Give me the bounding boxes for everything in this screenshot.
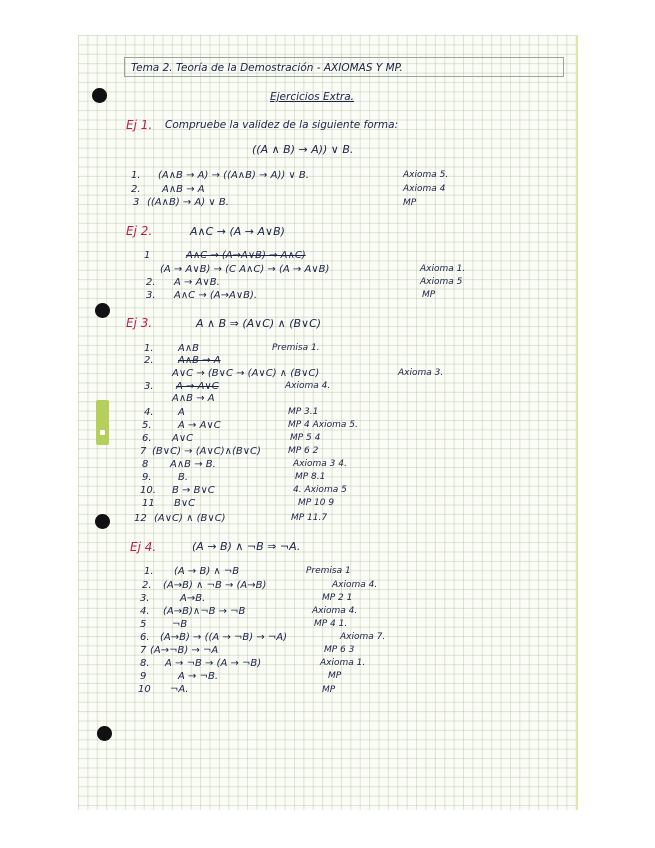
step-justification: MP 5 4 xyxy=(290,433,321,443)
step-number: 7 xyxy=(140,645,147,656)
step-number: 3 xyxy=(133,197,140,208)
step-formula: (B∨C) → (A∨C)∧(B∨C) xyxy=(152,446,261,457)
step-formula: ¬A. xyxy=(170,684,189,695)
step-number: 5. xyxy=(142,420,152,431)
step-formula: ((A∧B) → A) ∨ B. xyxy=(147,197,229,208)
step-justification: Axioma 1. xyxy=(320,658,366,668)
step-justification: MP 2 1 xyxy=(322,593,353,603)
step-formula: A∧B xyxy=(178,343,200,354)
step-number: 5 xyxy=(140,619,147,630)
step-number: 11 xyxy=(142,498,155,509)
step-justification: Axioma 4 xyxy=(403,184,446,194)
step-number: 3. xyxy=(146,290,156,301)
page-subtitle: Ejercicios Extra. xyxy=(270,91,354,103)
step-formula: (A → A∨B) → (C A∧C) → (A → A∨B) xyxy=(160,264,330,275)
step-justification: MP 6 2 xyxy=(288,446,319,456)
step-formula: A∧B → A xyxy=(162,184,205,195)
step-formula: A → A∨B. xyxy=(174,277,220,288)
step-formula: (A→B)∧¬B → ¬B xyxy=(163,606,246,617)
step-formula: A xyxy=(178,407,185,418)
step-number: 12 xyxy=(134,513,147,524)
step-number: 1. xyxy=(144,343,154,354)
step-formula: A∧C → (A→A∨B). xyxy=(174,290,258,301)
step-formula: A∧B → A xyxy=(172,393,215,404)
step-justification: MP 3.1 xyxy=(288,407,319,417)
step-justification: MP 4 1. xyxy=(314,619,348,629)
step-formula: A→B. xyxy=(180,593,206,604)
step-number: 10 xyxy=(138,684,151,695)
step-formula: A∨C → (B∨C → (A∨C) ∧ (B∨C) xyxy=(172,368,320,379)
step-justification: Premisa 1. xyxy=(272,343,320,353)
exercise-1-label: Ej 1. xyxy=(126,118,153,132)
binder-hole xyxy=(95,514,110,529)
step-formula-struck: A∧C → (A→A∨B) → A∧C) xyxy=(186,250,306,261)
step-justification: MP xyxy=(328,671,342,681)
step-number: 2. xyxy=(144,355,154,366)
step-justification: Axioma 4. xyxy=(332,580,378,590)
step-formula: B∨C xyxy=(174,498,196,509)
step-number: 3. xyxy=(144,381,154,392)
step-formula: A∨C xyxy=(172,433,194,444)
step-number: 10. xyxy=(140,485,156,496)
step-justification: Axioma 4. xyxy=(285,381,331,391)
step-number: 4. xyxy=(144,407,154,418)
step-number: 2. xyxy=(142,580,152,591)
step-formula: (A→B) → ((A → ¬B) → ¬A) xyxy=(160,632,287,643)
step-justification: Axioma 5 xyxy=(420,277,463,287)
step-justification: Premisa 1 xyxy=(306,566,351,576)
step-justification: MP 6 3 xyxy=(324,645,355,655)
step-justification: MP 8.1 xyxy=(295,472,326,482)
step-number: 9 xyxy=(140,671,147,682)
step-number: 2. xyxy=(146,277,156,288)
binder-hole xyxy=(97,726,112,741)
exercise-1-formula: ((A ∧ B) → A)) ∨ B. xyxy=(252,143,354,156)
step-number: 8. xyxy=(140,658,150,669)
step-formula: (A→B) ∧ ¬B → (A→B) xyxy=(163,580,267,591)
step-formula: A∧B → B. xyxy=(170,459,216,470)
exercise-4-formula: (A → B) ∧ ¬B ⇒ ¬A. xyxy=(192,540,301,553)
step-formula: (A∨C) ∧ (B∨C) xyxy=(154,513,226,524)
step-justification: MP xyxy=(422,290,436,300)
binder-hole xyxy=(92,88,107,103)
exercise-1-prompt: Compruebe la validez de la siguiente forma: xyxy=(165,119,399,131)
binder-hole xyxy=(95,303,110,318)
step-formula-struck: A → A∨C xyxy=(176,381,219,392)
step-justification: MP 4 Axioma 5. xyxy=(288,420,358,430)
exercise-2-formula: A∧C → (A → A∨B) xyxy=(190,225,285,238)
step-formula: ¬B xyxy=(172,619,188,630)
step-number: 6. xyxy=(142,433,152,444)
step-number: 6. xyxy=(140,632,150,643)
step-formula: A → A∨C xyxy=(178,420,221,431)
exercise-2-label: Ej 2. xyxy=(126,224,153,238)
step-justification: 4. Axioma 5 xyxy=(293,485,347,495)
step-formula: B → B∨C xyxy=(172,485,215,496)
step-justification: Axioma 3 4. xyxy=(293,459,347,469)
step-formula: (A→¬B) → ¬A xyxy=(150,645,219,656)
step-formula: A → ¬B → (A → ¬B) xyxy=(165,658,262,669)
step-justification: Axioma 1. xyxy=(420,264,466,274)
step-justification: MP xyxy=(322,685,336,695)
step-number: 9. xyxy=(142,472,152,483)
step-justification: Axioma 4. xyxy=(312,606,358,616)
step-justification: MP 11.7 xyxy=(291,513,328,523)
step-justification: Axioma 5. xyxy=(403,170,449,180)
step-justification: MP 10 9 xyxy=(298,498,335,508)
step-number: 8 xyxy=(142,459,149,470)
step-number: 1. xyxy=(144,566,154,577)
exercise-3-formula: A ∧ B ⇒ (A∨C) ∧ (B∨C) xyxy=(196,317,322,330)
step-number: 3. xyxy=(140,593,150,604)
step-number: 1. xyxy=(131,170,141,181)
exercise-3-label: Ej 3. xyxy=(126,316,153,330)
step-number: 4. xyxy=(140,606,150,617)
page-title: Tema 2. Teoría de la Demostración - AXIOMAS Y MP. xyxy=(124,57,564,77)
step-number: 2. xyxy=(131,184,141,195)
margin-tab xyxy=(96,400,109,445)
step-justification: Axioma 3. xyxy=(398,368,444,378)
step-justification: MP xyxy=(403,198,417,208)
step-justification: Axioma 7. xyxy=(340,632,386,642)
step-number: 1 xyxy=(144,250,151,261)
step-number: 7 xyxy=(140,446,147,457)
exercise-4-label: Ej 4. xyxy=(130,540,157,554)
step-formula: B. xyxy=(178,472,189,483)
step-formula: (A∧B → A) → ((A∧B) → A)) ∨ B. xyxy=(158,170,309,181)
step-formula: (A → B) ∧ ¬B xyxy=(174,566,240,577)
step-formula-struck: A∧B → A xyxy=(178,355,221,366)
step-formula: A → ¬B. xyxy=(178,671,218,682)
